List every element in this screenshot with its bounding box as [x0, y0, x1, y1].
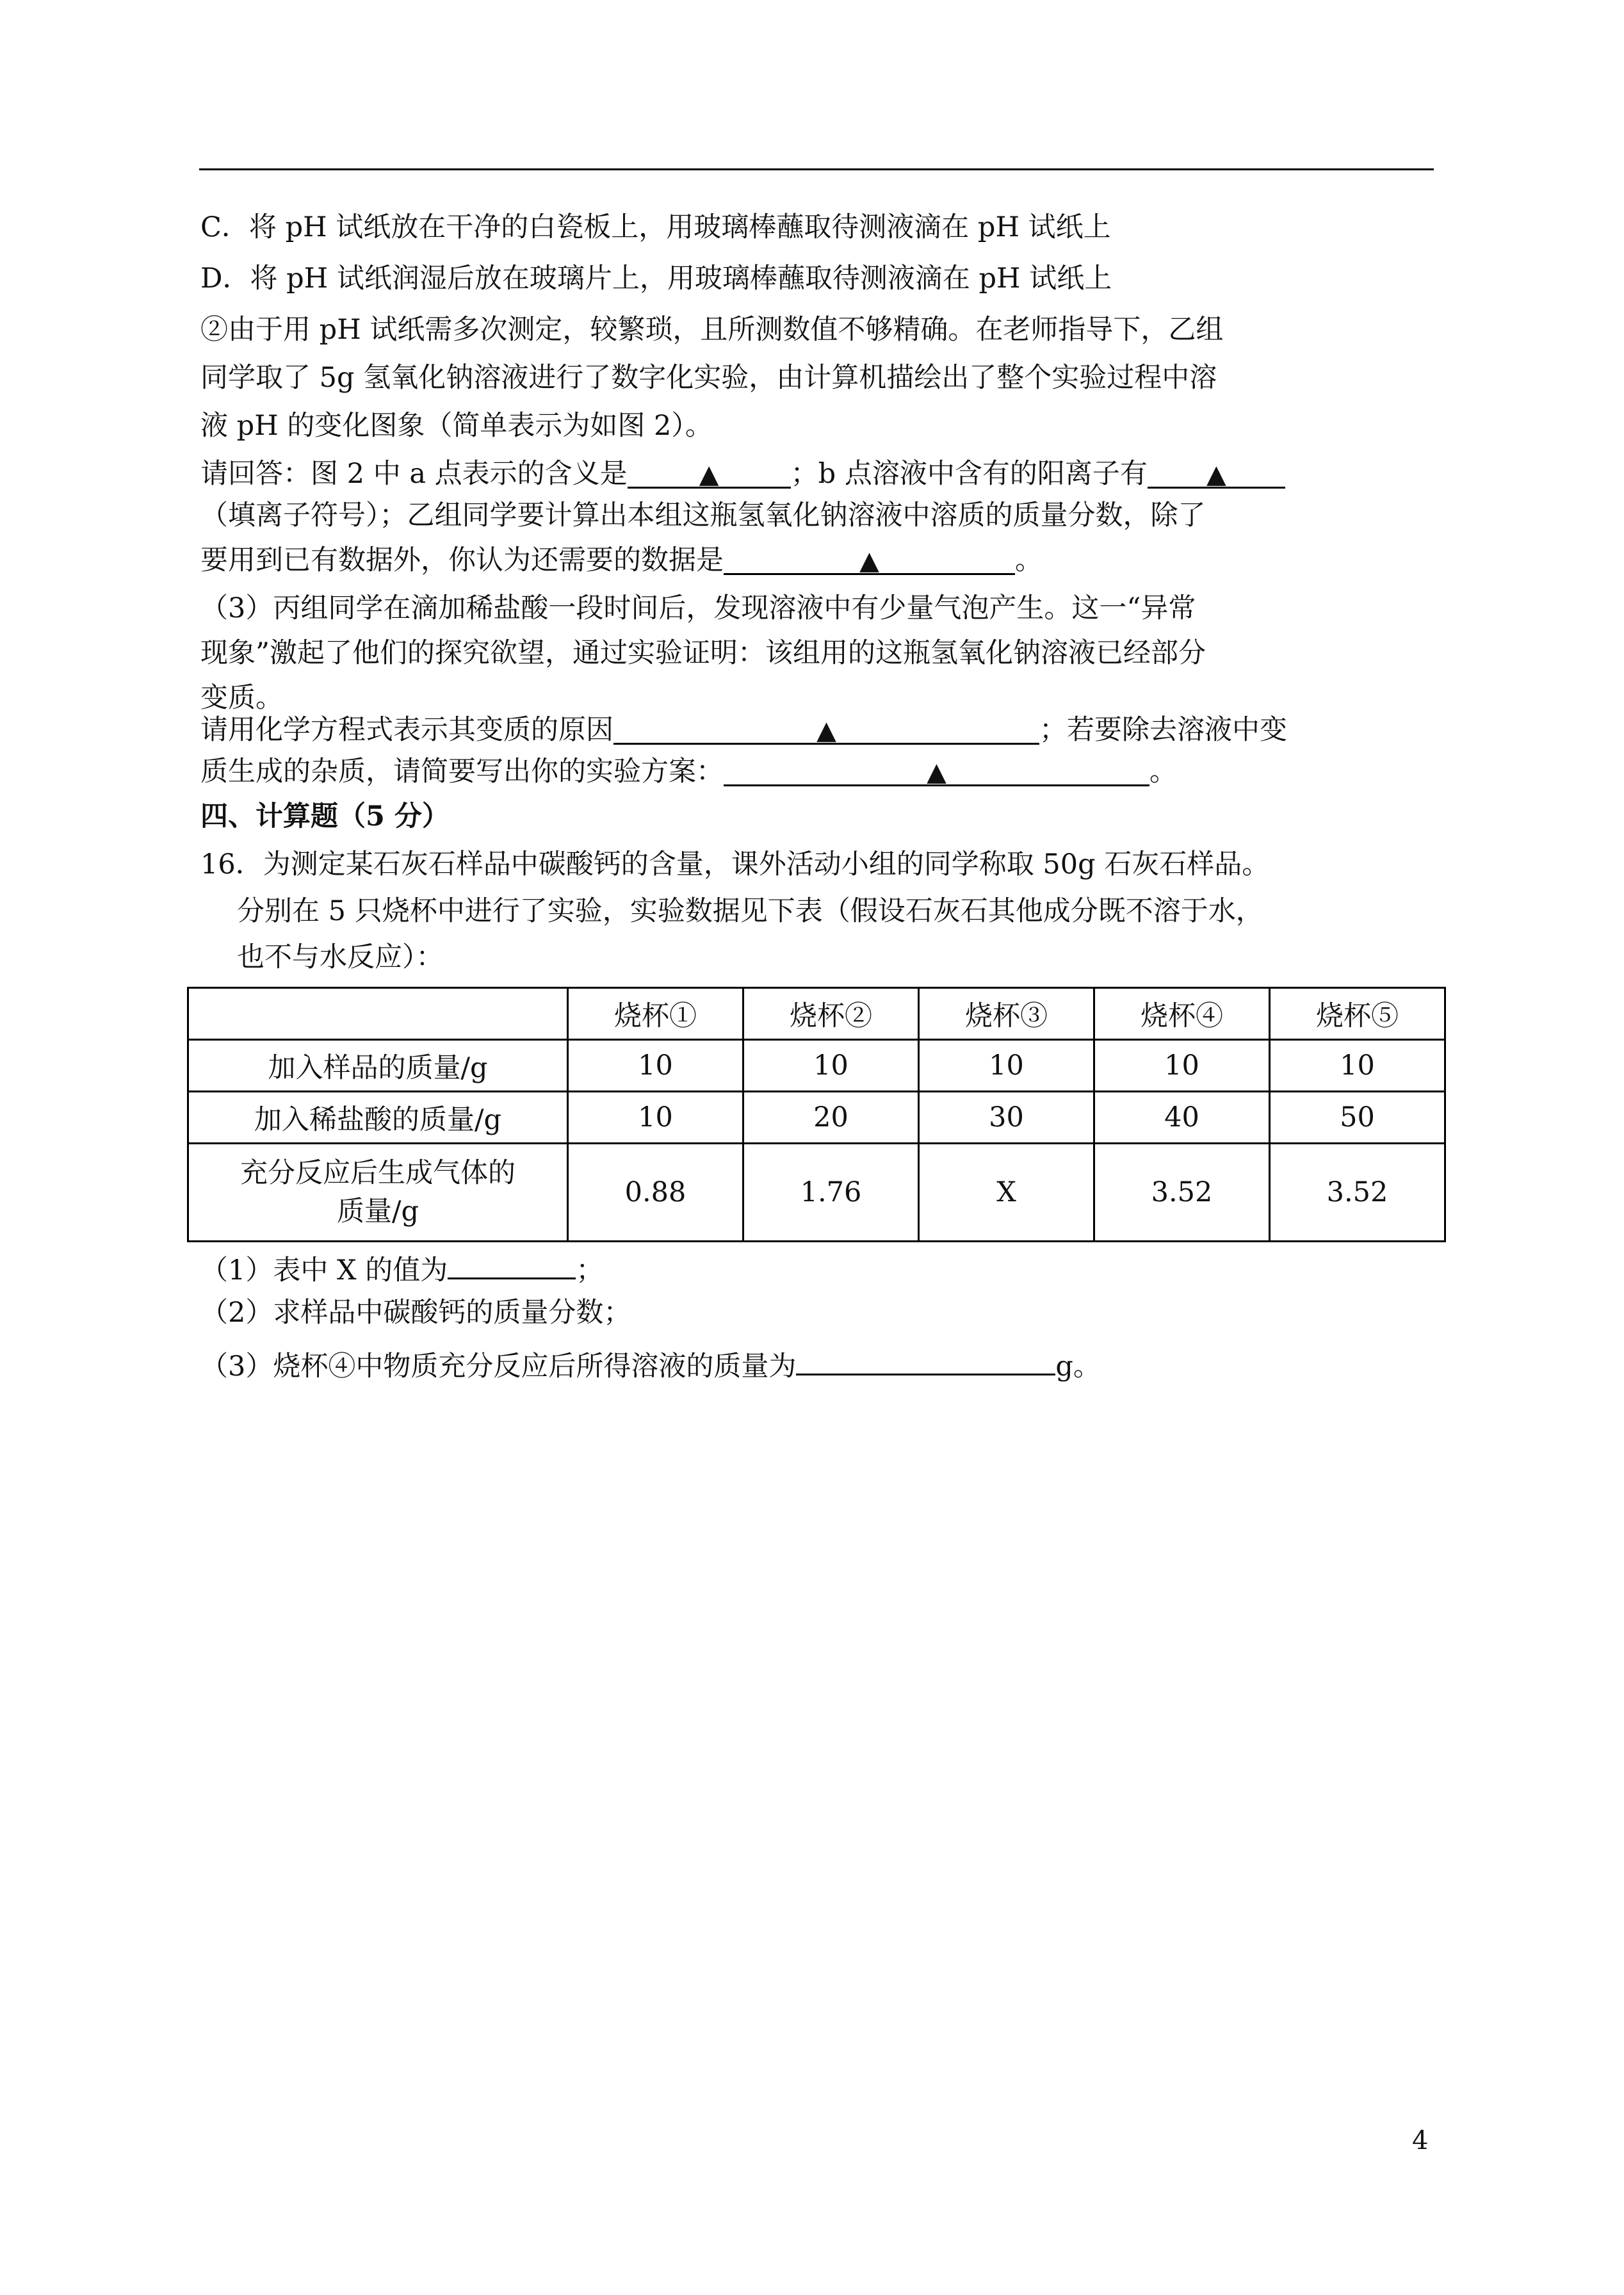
table-cell: 10 [743, 1040, 919, 1092]
question-b-prefix: ；b 点溶液中含有的阳离子有 [790, 458, 1148, 490]
subquestion-1-prefix: （1）表中 X 的值为 [200, 1254, 448, 1286]
equation-suffix: ；若要除去溶液中变 [1039, 714, 1287, 746]
table-cell: 10 [568, 1040, 743, 1092]
table-cell: 3.52 [1270, 1144, 1445, 1242]
header-rule [199, 168, 1434, 170]
answer-marker: ▲ [816, 716, 836, 745]
answer-blank-data[interactable] [724, 541, 1015, 575]
answer-marker: ▲ [1206, 460, 1226, 489]
table-cell: 3.52 [1094, 1144, 1270, 1242]
table-cell: 0.88 [568, 1144, 743, 1242]
row-label: 加入样品的质量/g [188, 1040, 568, 1092]
question-a-line [200, 455, 1285, 493]
question-16-line-3: 也不与水反应）： [237, 941, 444, 973]
option-c: C．将 pH 试纸放在干净的白瓷板上，用玻璃棒蘸取待测液滴在 pH 试纸上 [200, 211, 1111, 243]
table-cell: X [919, 1144, 1094, 1242]
question-data-suffix: 。 [1015, 544, 1043, 576]
paragraph-3-line-3: 变质。 [200, 682, 283, 714]
subquestion-1-suffix: ； [576, 1254, 604, 1286]
table-header-cell [188, 988, 568, 1040]
option-d: D．将 pH 试纸润湿后放在玻璃片上，用玻璃棒蘸取待测液滴在 pH 试纸上 [200, 263, 1112, 295]
answer-blank-mass[interactable] [796, 1342, 1055, 1375]
subquestion-3 [200, 1342, 1101, 1386]
table-cell: 10 [568, 1092, 743, 1144]
question-data-prefix: 要用到已有数据外，你认为还需要的数据是 [200, 544, 724, 576]
plan-prefix: 质生成的杂质，请简要写出你的实验方案： [200, 756, 724, 788]
subquestion-3-suffix: g。 [1055, 1350, 1101, 1383]
table-header-cell: 烧杯① [568, 988, 743, 1040]
subquestion-3-prefix: （3）烧杯④中物质充分反应后所得溶液的质量为 [200, 1350, 797, 1383]
table-row [188, 1040, 1445, 1092]
table-cell: 10 [1094, 1040, 1270, 1092]
answer-blank-plan[interactable] [724, 752, 1149, 786]
row-label: 加入稀盐酸的质量/g [188, 1092, 568, 1144]
question-a-prefix: 请回答：图 2 中 a 点表示的含义是 [200, 458, 628, 490]
question-fill-line-1: （填离子符号）；乙组同学要计算出本组这瓶氢氧化钠溶液中溶质的质量分数，除了 [200, 499, 1206, 531]
table-cell: 40 [1094, 1092, 1270, 1144]
table-cell: 10 [919, 1040, 1094, 1092]
table-cell: 1.76 [743, 1144, 919, 1242]
question-fill-line-2 [200, 541, 1043, 580]
answer-blank-x[interactable] [448, 1245, 576, 1279]
question-16-line-2: 分别在 5 只烧杯中进行了实验，实验数据见下表（假设石灰石其他成分既不溶于水， [237, 895, 1263, 927]
answer-marker: ▲ [699, 460, 719, 489]
equation-prefix: 请用化学方程式表示其变质的原因 [200, 714, 613, 746]
page-number: 4 [1412, 2126, 1429, 2155]
table-header-cell: 烧杯④ [1094, 988, 1270, 1040]
plan-line [200, 752, 1177, 791]
table-header-cell: 烧杯⑤ [1270, 988, 1445, 1040]
data-table [187, 987, 1446, 1242]
table-header-cell: 烧杯③ [919, 988, 1094, 1040]
table-cell: 20 [743, 1092, 919, 1144]
row-label [188, 1144, 568, 1242]
table-cell: 30 [919, 1092, 1094, 1144]
answer-blank-a[interactable] [628, 455, 791, 489]
section-4-heading: 四、计算题（5 分） [200, 800, 450, 832]
paragraph-2-line-1: ②由于用 pH 试纸需多次测定，较繁琐，且所测数值不够精确。在老师指导下，乙组 [200, 314, 1224, 346]
table-header-cell: 烧杯② [743, 988, 919, 1040]
plan-suffix: 。 [1149, 756, 1177, 788]
answer-marker: ▲ [859, 546, 879, 576]
equation-line [200, 711, 1287, 749]
answer-marker: ▲ [927, 758, 946, 787]
paragraph-3-line-1: （3）丙组同学在滴加稀盐酸一段时间后，发现溶液中有少量气泡产生。这一“异常 [200, 592, 1196, 624]
answer-blank-b[interactable] [1148, 455, 1285, 489]
question-16-line-1: 16．为测定某石灰石样品中碳酸钙的含量，课外活动小组的同学称取 50g 石灰石样品。 [200, 848, 1270, 880]
row-label-line: 充分反应后生成气体的 [240, 1157, 516, 1189]
table-cell: 50 [1270, 1092, 1445, 1144]
paragraph-2-line-3: 液 pH 的变化图象（简单表示为如图 2）。 [200, 410, 713, 442]
row-label-line: 质量/g [336, 1196, 419, 1228]
subquestion-1 [200, 1245, 603, 1290]
paragraph-2-line-2: 同学取了 5g 氢氧化钠溶液进行了数字化实验，由计算机描绘出了整个实验过程中溶 [200, 362, 1217, 394]
table-row [188, 1144, 1445, 1242]
answer-blank-equation[interactable] [613, 711, 1039, 745]
table-header-row [188, 988, 1445, 1040]
table-cell: 10 [1270, 1040, 1445, 1092]
subquestion-2: （2）求样品中碳酸钙的质量分数； [200, 1297, 631, 1329]
paragraph-3-line-2: 现象”激起了他们的探究欲望，通过实验证明：该组用的这瓶氢氧化钠溶液已经部分 [200, 637, 1206, 669]
table-row [188, 1092, 1445, 1144]
